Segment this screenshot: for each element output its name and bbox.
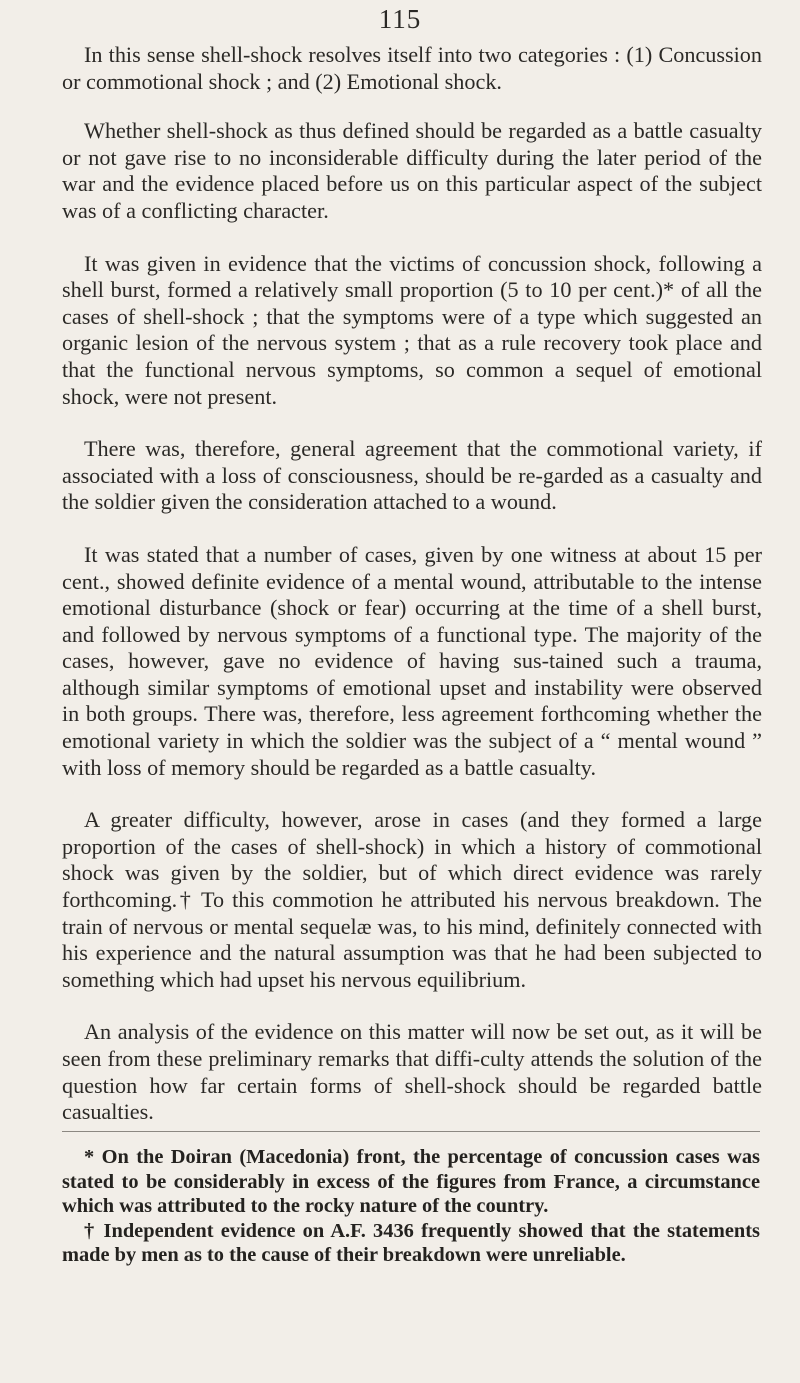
- footnote-independent-evidence: † Independent evidence on A.F. 3436 frequently showed that the statements made by men as to the cause of their breakdown were unreliable.: [62, 1219, 760, 1267]
- footnote-doiran: * On the Doiran (Macedonia) front, the percentage of concussion cases was stated to be considerably in excess of the figures from France, a circumstance which was attributed to the rocky nature of the country.: [62, 1146, 760, 1218]
- paragraph-categories: In this sense shell-shock resolves itself into two categories : (1) Concussion or commotional shock ; and (2) Emotional shock.: [62, 42, 762, 94]
- paragraph-greater-difficulty: A greater difficulty, however, arose in cases (and they formed a large proportion of the cases of shell-shock) in which a history of commotional shock was given by the soldier, but of which direct evidence was rarely forthcoming.† To this commotion he attributed his nervous breakdown. The train of nervous or mental sequelæ was, to his mind, definitely connected with his experience and the natural assumption was that he had been subjected to something which had upset his nervous equilibrium.: [62, 807, 762, 992]
- page-number: 115: [378, 4, 422, 34]
- body-text: [62, 42, 762, 1152]
- paragraph-battle-casualty-question: Whether shell-shock as thus defined should be regarded as a battle casualty or not gave rise to no inconsiderable difficulty during the later period of the war and the evidence placed before us on this particular aspect of the subject was of a conflicting character.: [62, 118, 762, 223]
- paragraph-analysis: An analysis of the evidence on this matter will now be set out, as it will be seen from these preliminary remarks that diffi-culty attends the solution of the question how far certain forms of shell-shock should be regarded battle casualties.: [62, 1019, 762, 1125]
- paragraph-commotional-agreement: There was, therefore, general agreement that the commotional variety, if associated with a loss of consciousness, should be re-garded as a casualty and the soldier given the consideration attached to a wound.: [62, 436, 762, 515]
- paragraph-concussion-shock: It was given in evidence that the victims of concussion shock, following a shell burst, formed a relatively small proportion (5 to 10 per cent.)* of all the cases of shell-shock ; that the symptoms were of a type which suggested an organic lesion of the nervous system ; that as a rule recovery took place and that the functional nervous symptoms, so common a sequel of emotional shock, were not present.: [62, 250, 762, 409]
- footnotes: [62, 1145, 760, 1268]
- paragraph-mental-wound: It was stated that a number of cases, given by one witness at about 15 per cent., showed definite evidence of a mental wound, attributable to the intense emotional disturbance (shock or fear) occurring at the time of a shell burst, and followed by nervous symptoms of a functional type. The majority of the cases, however, gave no evidence of having sus-tained such a trauma, although similar symptoms of emotional upset and instability were observed in both groups. There was, therefore, less agreement forthcoming whether the emotional variety in which the soldier was the subject of a “ mental wound ” with loss of memory should be regarded as a battle casualty.: [62, 541, 762, 780]
- footnote-divider: [62, 1131, 760, 1132]
